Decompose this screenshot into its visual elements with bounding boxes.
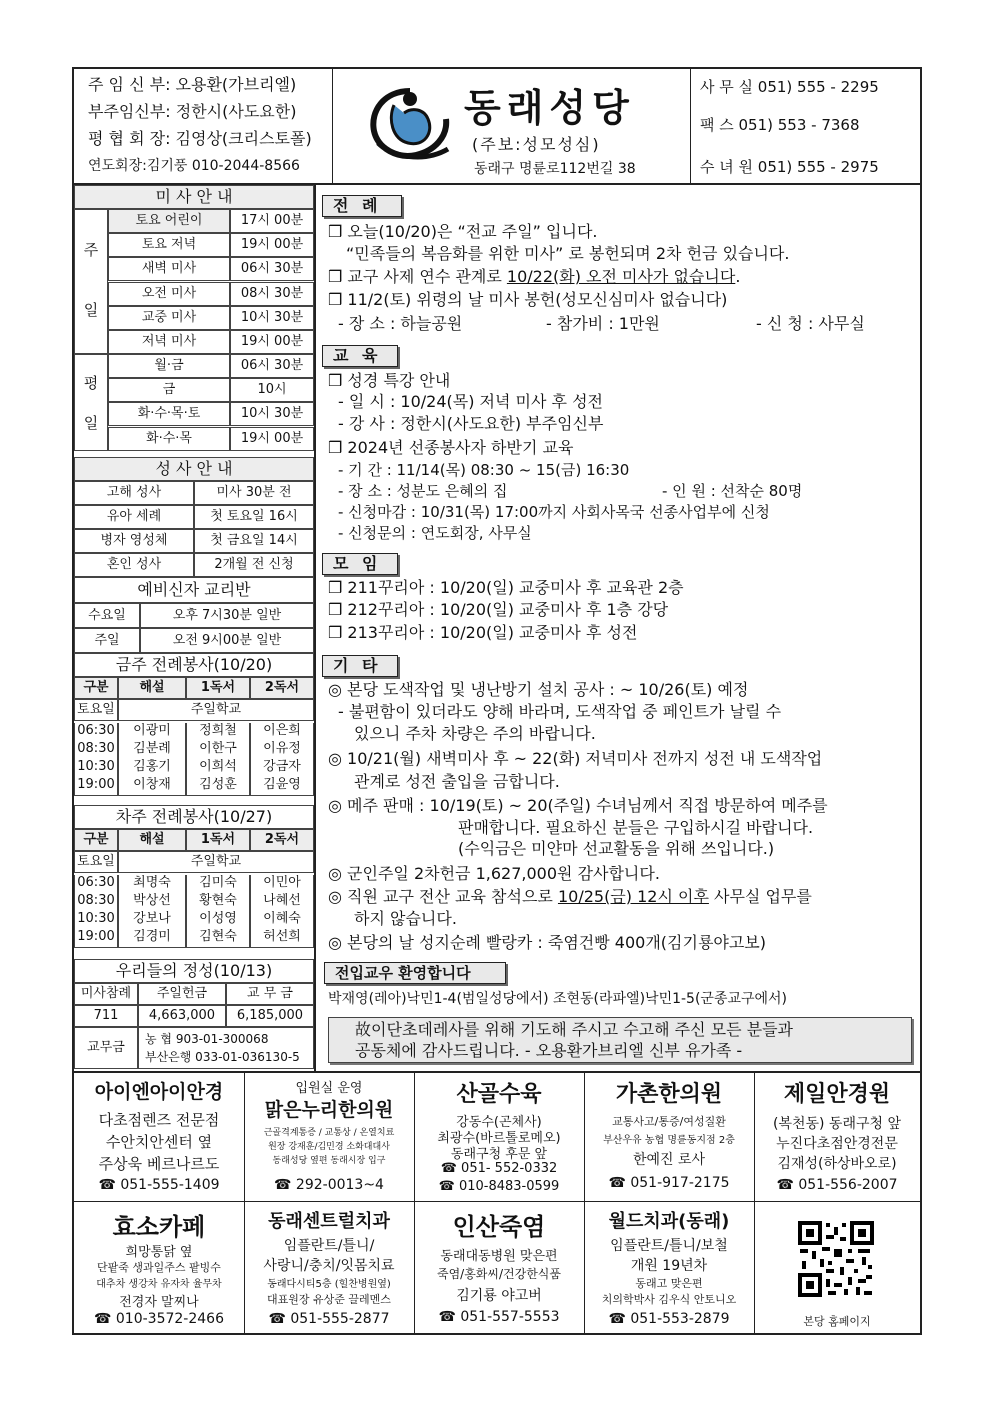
offering-header: 미사참례 <box>74 983 138 1005</box>
offering-value: 711 <box>74 1005 138 1027</box>
this-week-header: 해설 <box>118 677 186 699</box>
qr-code-icon[interactable] <box>798 1221 874 1297</box>
liturgy-line-5b: - 참가비 : 1만원 <box>546 314 660 333</box>
this-week-cell: 이창재 <box>118 777 186 795</box>
sacrament-name: 혼인 성사 <box>74 553 194 577</box>
account-number: 부산은행 033-01-036130-5 <box>145 1050 300 1064</box>
homepage-qr-block <box>754 1203 920 1333</box>
edu-line-2: - 일 시 : 10/24(목) 저녁 미사 후 성전 <box>338 392 604 411</box>
sunday-mass-time: 17시 00분 <box>230 209 314 233</box>
offering-value: 4,663,000 <box>138 1005 226 1027</box>
this-week-cell: 이광미 <box>118 723 186 741</box>
church-title: 동래성당 <box>464 86 635 130</box>
other-line-6: ◎ 메주 판매 : 10/19(토) ~ 20(주일) 수녀님께서 직접 방문하여 메주를 <box>328 796 828 815</box>
church-patron: (주보:성모성심) <box>472 135 601 154</box>
liturgy-line-2: “민족들의 복음화를 위한 미사” 로 봉헌되며 2차 헌금 있습니다. <box>346 244 790 263</box>
this-week-saturday-label: 토요일 <box>74 699 118 721</box>
next-week-cell: 이혜숙 <box>250 911 314 929</box>
other-line-3: 있으니 주차 차량은 주의 바랍니다. <box>354 724 596 743</box>
liturgy-line-3: ❒ 교구 사제 연수 관계로 10/22(화) 오전 미사가 없습니다. <box>328 267 741 286</box>
this-week-cell: 이유정 <box>250 741 314 759</box>
welcome-line: 박재영(레아)낙민1-4(범일성당에서) 조현동(라파엘)낙민1-5(군종교구에서) <box>328 991 788 1007</box>
next-week-cell: 19:00 <box>74 929 118 947</box>
bulletin-frame <box>72 67 922 1335</box>
next-week-header: 해설 <box>118 829 186 851</box>
ad-central-dental: 동래센트럴치과 임플란트/틀니/ 사랑니/충치/잇몸치료 동래다시티5층 (힐찬병원옆) 대표원장 유상준 끌레멘스 ☎ 051-555-2877 <box>263 1211 395 1327</box>
fax-number: 팩 스 051) 553 - 7368 <box>700 116 860 134</box>
ad-world-dental: 월드치과(동래) 임플란트/틀니/보철 개원 19년차 동래고 맞은편 치의학박사 김우식 안토니오 ☎ 051-553-2879 <box>601 1211 737 1327</box>
sunday-mass-time: 06시 30분 <box>230 257 314 281</box>
edu-line-7: - 신청마감 : 10/31(목) 17:00까지 사회사목국 선종사업부에 신청 <box>338 503 770 521</box>
edu-line-4: ❒ 2024년 선종봉사자 하반기 교육 <box>328 438 574 457</box>
other-line-9: ◎ 군인주일 2차헌금 1,627,000원 감사합니다. <box>328 864 660 883</box>
sacrament-name: 고해 성사 <box>74 481 194 505</box>
this-week-cell: 이희석 <box>186 759 250 777</box>
memorial-line-1: 故이단초데레사를 위해 기도해 주시고 수고해 주신 모든 분들과 <box>355 1020 794 1039</box>
catechumen-day: 수요일 <box>74 603 140 628</box>
account-label: 교무금 <box>74 1027 138 1069</box>
sacrament-time: 첫 금요일 14시 <box>194 529 314 553</box>
no-mass-notice: 10/22(화) 오전 미사가 없습니다 <box>506 267 736 286</box>
sacrament-time: 미사 30분 전 <box>194 481 314 505</box>
sunday-mass-time: 19시 00분 <box>230 330 314 354</box>
sunday-mass-time: 08시 30분 <box>230 282 314 306</box>
ad-jeil-optical: 제일안경원 (복천동) 동래구청 앞 누진다초점안경전문 김재성(하상바오로) ☎ 051-556-2007 <box>772 1082 902 1193</box>
convent-phone: 수 녀 원 051) 555 - 2975 <box>700 158 879 176</box>
account-numbers <box>138 1027 314 1069</box>
ad-malgeun-nuri-clinic: 입원실 운영 맑은누리한의원 근골격계통증 / 교통상 / 온열치료 원장 강재훈/김민경 소화대대사 동래성당 옆편 동래시장 입구 ☎ 292-0013~4 <box>263 1081 395 1193</box>
sunday-mass-name: 오전 미사 <box>108 282 230 306</box>
next-week-cell: 06:30 <box>74 875 118 893</box>
next-week-cell: 김현숙 <box>186 929 250 947</box>
offering-value: 6,185,000 <box>226 1005 314 1027</box>
liturgy-line-5c: - 신 청 : 사무실 <box>756 314 865 333</box>
other-line-8: (수익금은 미얀마 선교활동을 위해 쓰입니다.) <box>458 839 775 858</box>
other-line-10: ◎ 직원 교구 전산 교육 참석으로 10/25(금) 12시 이후 사무실 업무를 <box>328 887 812 906</box>
other-line-2: - 불편함이 있더라도 양해 바라며, 도색작업 중 페인트가 날릴 수 <box>338 702 782 721</box>
weekday-mass-time: 19시 00분 <box>230 427 314 451</box>
ad-gachon-clinic: 가촌한의원 교통사고/통증/여성질환 부산우유 농협 명륜동지점 2층 한예진 로사 ☎ 051-917-2175 <box>603 1082 735 1191</box>
sunday-mass-name: 교중 미사 <box>108 306 230 330</box>
next-week-cell: 김미숙 <box>186 875 250 893</box>
edu-line-6a: - 장 소 : 성분도 은혜의 집 <box>338 482 508 500</box>
mass-info-title: 미 사 안 내 <box>74 185 314 209</box>
catechumen-time: 오전 9시00분 일반 <box>140 628 314 653</box>
sunday-label: 주일 <box>74 209 108 354</box>
yeondo-president-line: 연도회장:김기풍 010-2044-8566 <box>88 158 300 174</box>
sunday-mass-name: 저녁 미사 <box>108 330 230 354</box>
ad-sangol-suyuk: 산골수육 강동수(곤체사) 최광수(바르톨로메오) 동래구청 후문 앞 ☎ 051- 552-0332 ☎ 010-8483-0599 <box>437 1082 561 1194</box>
catechumen-time: 오후 7시30분 일반 <box>140 603 314 628</box>
weekday-mass-name: 화·수·목 <box>108 427 230 451</box>
liturgy-line-4: ❒ 11/2(토) 위령의 날 미사 봉헌(성모신심미사 없습니다) <box>328 290 728 309</box>
sacred-heart-logo <box>364 83 456 165</box>
this-week-header: 1독서 <box>186 677 250 699</box>
next-week-header: 2독서 <box>250 829 314 851</box>
this-week-cell: 김홍기 <box>118 759 186 777</box>
this-week-cell: 정희철 <box>186 723 250 741</box>
next-week-cell: 10:30 <box>74 911 118 929</box>
this-week-cell: 08:30 <box>74 741 118 759</box>
this-week-cell: 이한구 <box>186 741 250 759</box>
other-line-5: 관계로 성전 출입을 금합니다. <box>354 772 560 791</box>
office-phone: 사 무 실 051) 555 - 2295 <box>700 78 879 96</box>
offering-title: 우리들의 정성(10/13) <box>74 959 314 983</box>
next-week-cell: 허선희 <box>250 929 314 947</box>
this-week-cell: 김분례 <box>118 741 186 759</box>
other-line-11: 하지 않습니다. <box>354 909 457 928</box>
weekday-mass-name: 화·수·목·토 <box>108 402 230 426</box>
ad-insan-bamboo-salt: 인산죽염 동래대동병원 맞은편 죽염/홍화씨/건강한식품 김기룡 야고버 ☎ 051-557-5553 <box>436 1213 561 1325</box>
section-education: 교 육 <box>322 345 398 367</box>
next-week-cell: 박상선 <box>118 893 186 911</box>
sunday-mass-time: 10시 30분 <box>230 306 314 330</box>
weekday-mass-time: 06시 30분 <box>230 354 314 378</box>
meeting-line-2: ❒ 212꾸리아 : 10/20(일) 교중미사 후 1층 강당 <box>328 600 669 619</box>
edu-line-3: - 강 사 : 정한시(사도요한) 부주임신부 <box>338 414 604 433</box>
account-number: 농 협 903-01-300068 <box>145 1032 269 1046</box>
other-line-4: ◎ 10/21(월) 새벽미사 후 ~ 22(화) 저녁미사 전까지 성전 내 도색작업 <box>328 749 823 768</box>
this-week-cell: 김성훈 <box>186 777 250 795</box>
this-week-cell: 강금자 <box>250 759 314 777</box>
edu-line-8: - 신청문의 : 연도회장, 사무실 <box>338 524 532 542</box>
sacrament-title: 성 사 안 내 <box>74 457 314 481</box>
other-line-12: ◎ 본당의 날 성지순례 빨랑카 : 죽염건빵 400개(김기룡야고보) <box>328 933 767 952</box>
sunday-mass-name: 토요 어린이 <box>108 209 230 233</box>
catechumen-title: 예비신자 교리반 <box>74 577 314 603</box>
sacrament-time: 첫 토요일 16시 <box>194 505 314 529</box>
section-meetings: 모 임 <box>322 553 398 575</box>
edu-line-6b: - 인 원 : 선착순 80명 <box>662 482 803 500</box>
council-president-line: 평 협 회 장: 김영상(크리스토폴) <box>88 129 312 148</box>
memorial-notice-box <box>328 1017 912 1063</box>
next-week-cell: 이성영 <box>186 911 250 929</box>
next-week-cell: 이민아 <box>250 875 314 893</box>
this-week-cell: 06:30 <box>74 723 118 741</box>
this-week-cell: 이은희 <box>250 723 314 741</box>
weekday-mass-name: 금 <box>108 378 230 402</box>
next-week-saturday-value: 주일학교 <box>118 851 314 873</box>
next-week-cell: 나혜선 <box>250 893 314 911</box>
associate-pastor-line: 부주임신부: 정한시(사도요한) <box>88 102 297 121</box>
ad-hyoso-cafe: 효소카페 희망통닭 옆 단팥죽 생과일주스 팥빙수 대추차 생강차 유자차 율무차 전경자 말찌나 ☎ 010-3572-2466 <box>94 1213 224 1327</box>
next-week-header: 1독서 <box>186 829 250 851</box>
sacrament-name: 병자 영성체 <box>74 529 194 553</box>
section-welcome: 전입교우 환영합니다 <box>324 962 506 984</box>
sunday-mass-name: 새벽 미사 <box>108 257 230 281</box>
qr-caption: 본당 홈페이지 <box>803 1315 871 1328</box>
next-week-header: 구분 <box>74 829 118 851</box>
ad-ini-optical: 아이엔아이안경 다초점렌즈 전문점 수안치안센터 옆 주상욱 베르나르도 ☎ 051-555-1409 <box>94 1081 224 1193</box>
weekday-label: 평일 <box>74 354 108 451</box>
section-others: 기 타 <box>322 655 398 677</box>
offering-header: 교 무 금 <box>226 983 314 1005</box>
section-liturgy: 전 례 <box>322 195 402 217</box>
liturgy-line-1: ❒ 오늘(10/20)은 “전교 주일” 입니다. <box>328 222 598 241</box>
sacrament-name: 유아 세례 <box>74 505 194 529</box>
next-week-cell: 08:30 <box>74 893 118 911</box>
this-week-cell: 김윤영 <box>250 777 314 795</box>
this-week-header: 2독서 <box>250 677 314 699</box>
weekday-mass-time: 10시 <box>230 378 314 402</box>
meeting-line-1: ❒ 211꾸리아 : 10/20(일) 교중미사 후 교육관 2층 <box>328 578 684 597</box>
sunday-mass-time: 19시 00분 <box>230 233 314 257</box>
memorial-line-2: 공동체에 감사드립니다. - 오용환가브리엘 신부 유가족 - <box>355 1041 743 1060</box>
other-line-1: ◎ 본당 도색작업 및 냉난방기 설치 공사 : ~ 10/26(토) 예정 <box>328 680 749 699</box>
this-week-saturday-value: 주일학교 <box>118 699 314 721</box>
next-week-cell: 최명숙 <box>118 875 186 893</box>
next-week-cell: 강보나 <box>118 911 186 929</box>
liturgy-line-5a: - 장 소 : 하늘공원 <box>338 314 463 333</box>
weekday-mass-name: 월·금 <box>108 354 230 378</box>
edu-line-1: ❒ 성경 특강 안내 <box>328 371 451 390</box>
offering-header: 주일헌금 <box>138 983 226 1005</box>
meeting-line-3: ❒ 213꾸리아 : 10/20(일) 교중미사 후 성전 <box>328 623 638 642</box>
church-address: 동래구 명륜로112번길 38 <box>474 161 636 177</box>
next-week-saturday-label: 토요일 <box>74 851 118 873</box>
edu-line-5: - 기 간 : 11/14(목) 08:30 ~ 15(금) 16:30 <box>338 461 630 479</box>
next-week-service-title: 차주 전례봉사(10/27) <box>74 805 314 829</box>
office-closed-notice: 10/25(금) 12시 이후 <box>557 887 709 906</box>
this-week-header: 구분 <box>74 677 118 699</box>
weekday-mass-time: 10시 30분 <box>230 402 314 426</box>
pastor-line: 주 임 신 부: 오용환(가브리엘) <box>88 75 297 94</box>
this-week-cell: 19:00 <box>74 777 118 795</box>
sunday-mass-name: 토요 저녁 <box>108 233 230 257</box>
sacrament-time: 2개월 전 신청 <box>194 553 314 577</box>
this-week-cell: 10:30 <box>74 759 118 777</box>
other-line-7: 판매합니다. 필요하신 분들은 구입하시길 바랍니다. <box>458 818 814 837</box>
next-week-cell: 황현숙 <box>186 893 250 911</box>
catechumen-day: 주일 <box>74 628 140 653</box>
next-week-cell: 김경미 <box>118 929 186 947</box>
this-week-service-title: 금주 전례봉사(10/20) <box>74 653 314 677</box>
